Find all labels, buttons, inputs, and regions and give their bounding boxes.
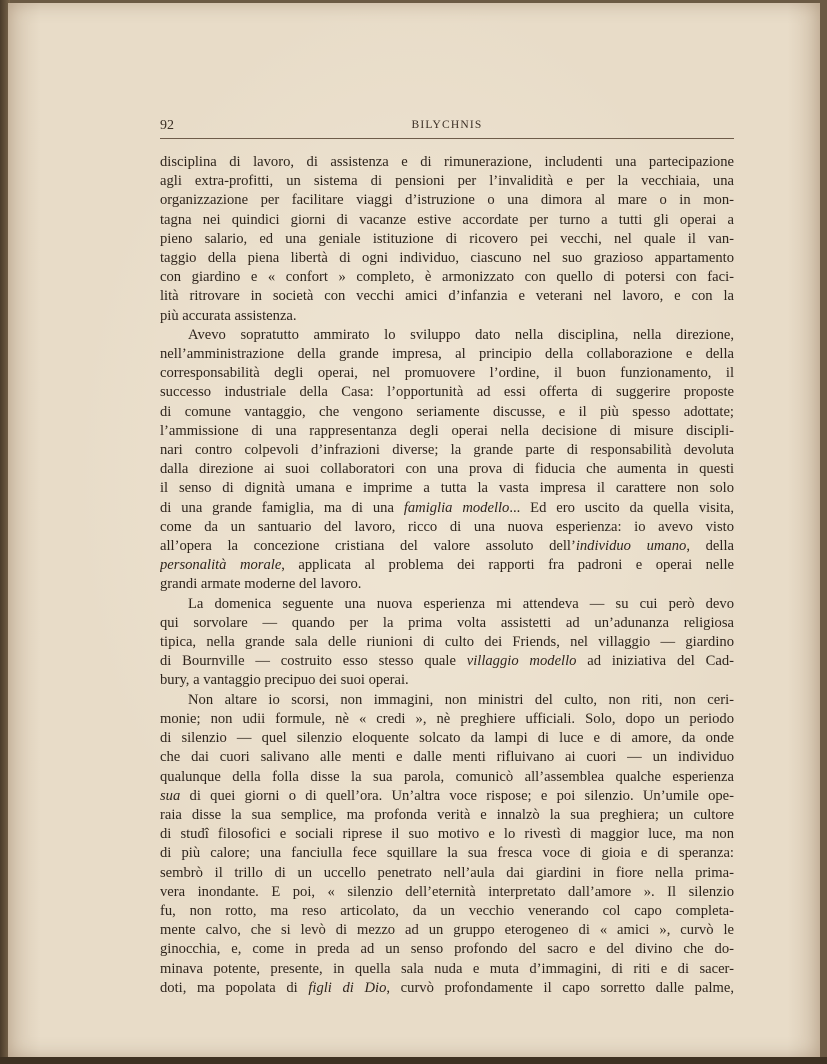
text-line: raia disse la sua semplice, ma profonda verità e innalzò la sua preghiera; un cultore <box>160 806 734 823</box>
text-line: Avevo sopratutto ammirato lo sviluppo dato nella disciplina, nella direzione, <box>188 326 734 343</box>
text-line <box>160 537 734 556</box>
italic-phrase: sua <box>160 787 181 804</box>
text-line: nell’amministrazione della grande impresa, al principio della collaborazione e della <box>160 346 734 363</box>
text-line: grandi armate moderne del lavoro. <box>160 576 362 593</box>
text-line: l’ammissione di una rappresentanza degli operai nella decisione di misure discipli- <box>160 422 734 439</box>
text-line: nari contro colpevoli d’infrazioni diverse; la grande parte di responsabilità devoluta <box>160 442 734 459</box>
italic-phrase: famiglia modello <box>403 499 510 516</box>
text-line: di studî filosofici e sociali riprese il suo motivo e lo rivestì di maggior luce, ma non <box>160 826 734 843</box>
text-segment: di quei giorni o di quell’ora. Un’altra voce rispose; e poi silenzio. Un’umile ope- <box>180 787 734 804</box>
running-title: BILYCHNIS <box>411 119 483 131</box>
text-line: tipica, nella grande sala delle riunioni di culto dei Friends, nel villaggio — giardino <box>160 634 734 651</box>
text-segment: , curvò profondamente il capo sorretto dalle palme, <box>386 979 734 996</box>
text-segment: all’opera la concezione cristiana del valore assoluto dell’ <box>160 538 576 555</box>
text-line: pieno salario, ed una geniale istituzione di ricovero pei vecchi, nel quale il van- <box>160 230 734 247</box>
text-line: fu, non rotto, ma reso articolato, da un vecchio venerando col capo completa- <box>160 902 734 919</box>
text-line: corresponsabilità degli operai, nel promuovere l’ordine, il buon funzionamento, il <box>160 365 734 382</box>
body-text <box>160 153 734 998</box>
text-segment: ad iniziativa del Cad- <box>576 653 734 670</box>
text-segment: di una grande famiglia, ma di una <box>160 499 404 516</box>
text-line <box>160 787 734 806</box>
text-line <box>160 556 734 575</box>
text-line: disciplina di lavoro, di assistenza e di rimunerazione, includenti una partecipazione <box>160 154 734 170</box>
text-line: agli extra-profitti, un sistema di pensioni per l’invalidità e per la vecchiaia, una <box>160 173 734 190</box>
running-header <box>160 118 734 138</box>
text-line: vera inondante. E poi, « silenzio dell’eternità interpretato dall’amore ». Il silenzio <box>160 883 734 900</box>
text-line: con giardino e « confort » completo, è armonizzato con quello di potersi con faci- <box>160 269 734 286</box>
text-line: tagna nei quindici giorni di vacanze estive accordate per turno a tutti gli operai a <box>160 211 734 228</box>
text-line: minava potente, presente, in quella sala nuda e muta d’immagini, di riti e di sacer- <box>160 960 734 977</box>
text-line: mente calvo, che si levò di mezzo ad un gruppo eterogeneo di « amici », curvò le <box>160 922 734 939</box>
header-rule <box>160 138 734 139</box>
text-line <box>160 979 734 998</box>
text-line <box>160 499 734 518</box>
text-line: più accurata assistenza. <box>160 307 297 324</box>
italic-phrase: villaggio modello <box>466 653 577 670</box>
text-line: bury, a vantaggio precipuo dei suoi operai. <box>160 672 409 689</box>
text-line: monie; non udii formule, nè « credi », nè preghiere ufficiali. Solo, dopo un periodo <box>160 710 734 727</box>
text-segment: doti, ma popolata di <box>160 979 309 996</box>
italic-phrase: personalità morale <box>160 557 282 574</box>
text-line: di silenzio — quel silenzio eloquente solcato da lampi di luce e di amore, da onde <box>160 730 734 747</box>
text-line: di comune vantaggio, che vengono seriamente discusse, e il più spesso adottate; <box>160 403 734 420</box>
text-line: Non altare io scorsi, non immagini, non ministri del culto, non riti, non ceri- <box>188 691 734 708</box>
text-line: sembrò il trillo di un uccello penetrato nell’aula dai giardini in fiore nella prima- <box>160 864 734 881</box>
text-segment: di Bournville — costruito esso stesso quale <box>160 653 467 670</box>
text-line: come da un santuario del lavoro, ricco di una nuova esperienza: io avevo visto <box>160 518 734 535</box>
text-line: il senso di dignità umana e imprime a tutta la vasta impresa il carattere non solo <box>160 480 734 497</box>
text-segment: , applicata al problema dei rapporti fra padroni e operai nelle <box>281 557 734 574</box>
text-segment: ... Ed ero uscito da quella visita, <box>509 499 734 516</box>
text-segment: , della <box>686 538 734 555</box>
text-line: di più calore; una fanciulla fece squillare la sua fresca voce di gioia e di speranza: <box>160 845 734 862</box>
text-line: organizzazione per facilitare viaggi d’istruzione o una dimora al mare o in mon- <box>160 192 734 209</box>
text-line: successo industriale della Casa: l’opportunità ad essi offerta di suggerire proposte <box>160 384 734 401</box>
text-line: qualunque della folla disse la sua parola, comunicò all’assemblea qualche esperienza <box>160 768 734 785</box>
text-line: qui sorvolare — quando per la prima volta assistetti ad un’adunanza religiosa <box>160 614 734 631</box>
text-line: lità ritrovare in società con vecchi amici d’infanzia e veterani nel lavoro, e con la <box>160 288 734 305</box>
text-line: La domenica seguente una nuova esperienza mi attendeva — su cui però devo <box>188 595 734 612</box>
page-bottom-edge <box>0 1057 827 1064</box>
italic-phrase: figli di Dio <box>308 979 387 996</box>
text-line: ginocchia, e, come in preda ad un senso profondo del sacro e del divino che do- <box>160 941 734 958</box>
page-number: 92 <box>160 118 174 133</box>
italic-phrase: individuo umano <box>575 538 687 555</box>
text-line <box>160 652 734 671</box>
text-line: taggio della piena libertà di ogni individuo, ciascuno nel suo grazioso appartamento <box>160 250 734 267</box>
text-line: che dai cuori salivano alle menti e dalle menti rifluivano ai cuori — un individuo <box>160 749 734 766</box>
text-line: dalla direzione ai suoi collaboratori con una prova di fiducia che aumenta in questi <box>160 461 734 478</box>
